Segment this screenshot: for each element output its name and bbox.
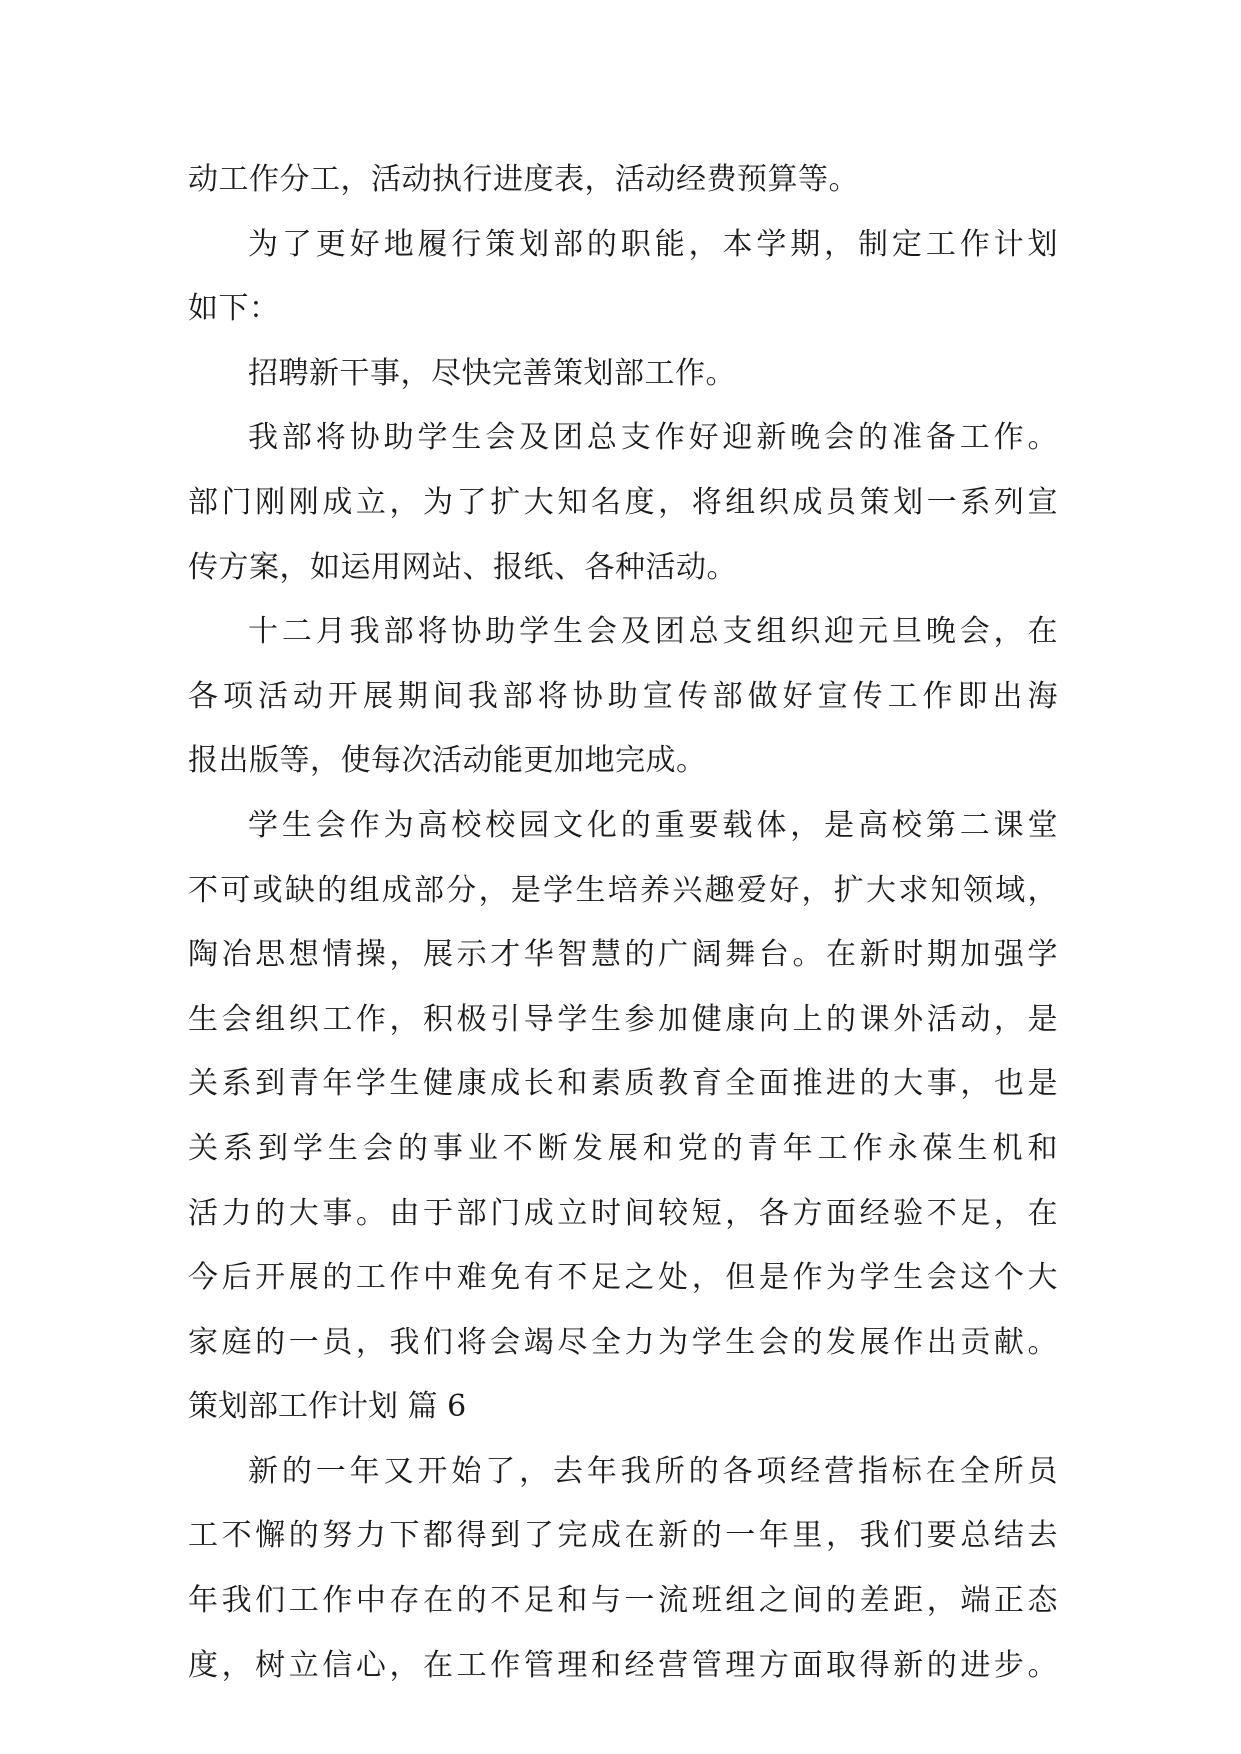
- text-line: 各项活动开展期间我部将协助宣传部做好宣传工作即出海: [188, 678, 1058, 714]
- text-line: 报出版等，使每次活动能更加地完成。: [188, 743, 707, 779]
- text-line: 度，树立信心，在工作管理和经营管理方面取得新的进步。: [188, 1647, 1058, 1683]
- text-line: 如下：: [188, 291, 280, 327]
- text-line: 新的一年又开始了，去年我所的各项经营指标在全所员: [248, 1453, 1058, 1489]
- text-line: 家庭的一员，我们将会竭尽全力为学生会的发展作出贡献。: [188, 1324, 1058, 1360]
- text-line: 传方案，如运用网站、报纸、各种活动。: [188, 549, 737, 585]
- text-line: 十二月我部将协助学生会及团总支组织迎元旦晚会，在: [248, 614, 1058, 650]
- section-heading: 策划部工作计划 篇 6: [188, 1389, 467, 1425]
- text-line: 年我们工作中存在的不足和与一流班组之间的差距，端正态: [188, 1583, 1058, 1619]
- text-line: 活力的大事。由于部门成立时间较短，各方面经验不足，在: [188, 1195, 1058, 1231]
- text-line: 我部将协助学生会及团总支作好迎新晚会的准备工作。: [248, 420, 1058, 456]
- text-line: 部门刚刚成立，为了扩大知名度，将组织成员策划一系列宣: [188, 484, 1058, 520]
- document-body: [188, 148, 1058, 1698]
- text-line: 生会组织工作，积极引导学生参加健康向上的课外活动，是: [188, 1001, 1058, 1037]
- text-line: 学生会作为高校校园文化的重要载体，是高校第二课堂: [248, 807, 1058, 843]
- text-line: 关系到学生会的事业不断发展和党的青年工作永葆生机和: [188, 1130, 1058, 1166]
- text-line: 关系到青年学生健康成长和素质教育全面推进的大事，也是: [188, 1066, 1058, 1102]
- text-line: 不可或缺的组成部分，是学生培养兴趣爱好，扩大求知领域，: [188, 872, 1058, 908]
- text-line: 动工作分工，活动执行进度表，活动经费预算等。: [188, 162, 859, 197]
- text-line: 今后开展的工作中难免有不足之处，但是作为学生会这个大: [188, 1260, 1058, 1296]
- text-line: 陶冶思想情操，展示才华智慧的广阔舞台。在新时期加强学: [188, 937, 1058, 973]
- text-line: 招聘新干事，尽快完善策划部工作。: [248, 355, 736, 391]
- text-line: 为了更好地履行策划部的职能，本学期，制定工作计划: [248, 226, 1058, 262]
- text-line: 工不懈的努力下都得到了完成在新的一年里，我们要总结去: [188, 1518, 1058, 1554]
